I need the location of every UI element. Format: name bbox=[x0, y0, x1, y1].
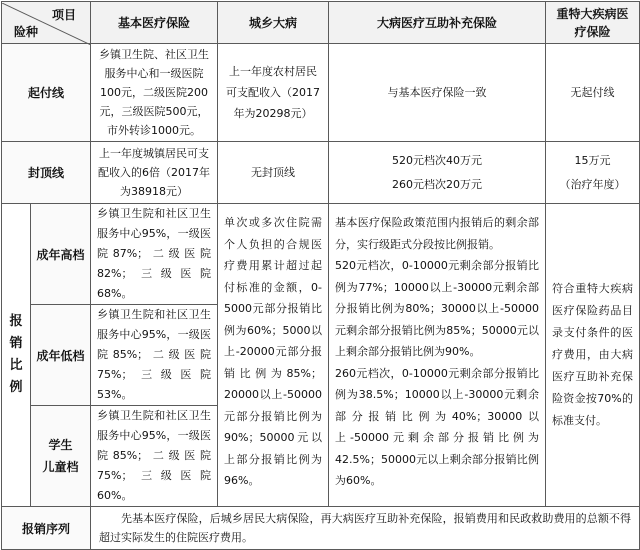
start-line-label: 起付线 bbox=[2, 44, 91, 142]
ratio-adult-high-row bbox=[2, 204, 640, 305]
adult-low-basic: 乡镇卫生院和社区卫生服务中心95%，一级医院85%；二级医院75%；三级医院53%。 bbox=[91, 305, 218, 406]
ratio-mutual: 基本医疗保险政策范围内报销后的剩余部分，实行级距式分段按比例报销。 520元档次，0-10000元剩余部分报销比例为77%；10000以上-30000元剩余部分报销比例为80%；30000以上-50000元剩余部分报销比例为85%；50000元以上剩余部分报销比例为90%。 260元档次，0-10000元剩余部分报销比例为38.5%；10000以上-30000元剩余部分报销比例为40%；30000以上-50000元剩余部分报销比例为42.5%；50000元以上剩余部分报销比例为60%。 bbox=[329, 204, 546, 507]
start-line-mutual: 与基本医疗保险一致 bbox=[329, 44, 546, 142]
start-line-basic: 乡镇卫生院、社区卫生服务中心和一级医院100元，二级医院200元，三级医院500元，市外转诊1000元。 bbox=[91, 44, 218, 142]
cap-line-mutual bbox=[329, 142, 546, 204]
adult-high-basic: 乡镇卫生院和社区卫生服务中心95%，一级医院87%；二级医院82%；三级医院68%。 bbox=[91, 204, 218, 305]
cap-line-special-amount: 15万元 bbox=[574, 153, 611, 167]
start-line-critical: 上一年度农村居民可支配收入（2017年为20298元） bbox=[218, 44, 329, 142]
student-label-line2: 儿童档 bbox=[42, 460, 79, 474]
ratio-label-char: 比 bbox=[9, 358, 23, 373]
sequence-label: 报销序列 bbox=[2, 507, 91, 550]
student-label bbox=[31, 406, 91, 507]
header-critical-illness: 城乡大病 bbox=[218, 2, 329, 44]
insurance-comparison-table bbox=[1, 1, 640, 550]
adult-low-label: 成年低档 bbox=[31, 305, 91, 406]
header-mutual-aid: 大病医疗互助补充保险 bbox=[329, 2, 546, 44]
cap-line-basic: 上一年度城镇居民可支配收入的6倍（2017年为38918元） bbox=[91, 142, 218, 204]
student-label-line1: 学生 bbox=[48, 438, 73, 452]
corner-label-item: 项目 bbox=[51, 7, 76, 22]
diagonal-header bbox=[2, 3, 90, 43]
sequence-row bbox=[2, 507, 640, 550]
cap-line-mutual-260: 260元档次20万元 bbox=[392, 177, 482, 191]
ratio-label-char: 销 bbox=[9, 336, 23, 351]
cap-line-special-note: （治疗年度） bbox=[559, 177, 626, 191]
ratio-label bbox=[2, 204, 31, 507]
corner-label-type: 险种 bbox=[14, 24, 39, 39]
ratio-critical: 单次或多次住院需个人负担的合规医疗费用累计超过起付标准的金额，0-5000元部分报销比例为60%；5000以上-20000元部分报销比例为85%；20000以上-50000元部分报销比例为90%；50000元以上部分报销比例为96%。 bbox=[218, 204, 329, 507]
adult-high-label: 成年高档 bbox=[31, 204, 91, 305]
cap-line-critical: 无封顶线 bbox=[218, 142, 329, 204]
cap-line-label: 封顶线 bbox=[2, 142, 91, 204]
cap-line-special bbox=[546, 142, 640, 204]
ratio-special: 符合重特大疾病医疗保险药品目录支付条件的医疗费用，由大病医疗互助补充保险资金按70%的标准支付。 bbox=[546, 204, 640, 507]
header-special-disease: 重特大疾病医疗保险 bbox=[546, 2, 640, 44]
corner-header-cell bbox=[2, 2, 91, 44]
student-basic: 乡镇卫生院和社区卫生服务中心95%，一级医院85%；二级医院75%；三级医院60%。 bbox=[91, 406, 218, 507]
cap-line-mutual-520: 520元档次40万元 bbox=[392, 153, 482, 167]
header-row bbox=[2, 2, 640, 44]
start-line-row bbox=[2, 44, 640, 142]
insurance-comparison-page bbox=[0, 1, 640, 544]
header-basic-insurance: 基本医疗保险 bbox=[91, 2, 218, 44]
sequence-text: 先基本医疗保险，后城乡居民大病保险，再大病医疗互助补充保险，报销费用和民政救助费用的总额不得超过实际发生的住院医疗费用。 bbox=[91, 507, 640, 550]
ratio-label-char: 例 bbox=[9, 380, 23, 395]
ratio-label-char: 报 bbox=[9, 314, 23, 329]
start-line-special: 无起付线 bbox=[546, 44, 640, 142]
cap-line-row bbox=[2, 142, 640, 204]
